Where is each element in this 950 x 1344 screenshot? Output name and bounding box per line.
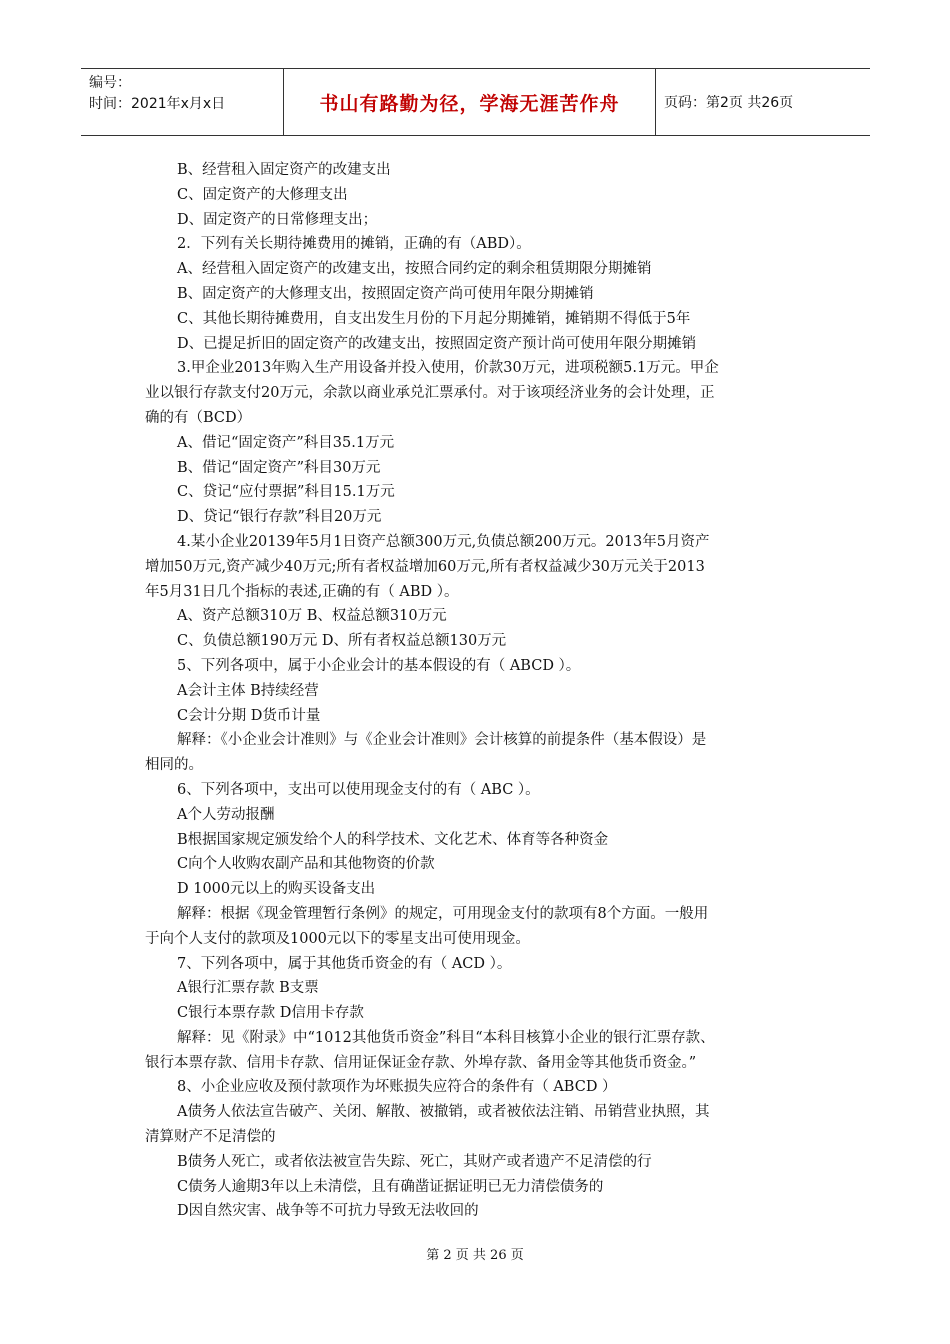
header-motto: 书山有路勤为径，学海无涯苦作舟 — [283, 69, 656, 135]
text-line: 业以银行存款支付20万元，余款以商业承兑汇票承付。对于该项经济业务的会计处理，正 — [145, 385, 715, 402]
document-body — [145, 158, 815, 1224]
text-line: 解释：《小企业会计准则》与《企业会计准则》会计核算的前提条件（基本假设）是 — [177, 732, 707, 749]
text-line: C、贷记“应付票据”科目15.1万元 — [177, 484, 395, 501]
text-line: C会计分期 D货币计量 — [177, 707, 321, 724]
page-footer: 第 2 页 共 26 页 — [426, 1248, 524, 1263]
text-line: 7、下列各项中，属于其他货币资金的有（ ACD ）。 — [177, 955, 512, 972]
text-line: 增加50万元,资产减少40万元;所有者权益增加60万元,所有者权益减少30万元关于2013 — [145, 558, 705, 575]
text-line: D因自然灾害、战争等不可抗力导致无法收回的 — [177, 1203, 479, 1220]
text-line: 2．下列有关长期待摊费用的摊销，正确的有（ABD）。 — [177, 236, 531, 253]
text-line: 清算财产不足清偿的 — [145, 1129, 276, 1146]
header-meta — [81, 69, 283, 135]
text-line: C银行本票存款 D信用卡存款 — [177, 1005, 364, 1022]
text-line: A银行汇票存款 B支票 — [177, 980, 319, 997]
text-line: A、经营租入固定资产的改建支出，按照合同约定的剩余租赁期限分期摊销 — [177, 261, 652, 278]
text-line: B债务人死亡，或者依法被宣告失踪、死亡，其财产或者遗产不足清偿的行 — [177, 1153, 652, 1170]
text-line: A债务人依法宣告破产、关闭、解散、被撤销，或者被依法注销、吊销营业执照，其 — [177, 1104, 710, 1121]
text-line: C债务人逾期3年以上未清偿，且有确凿证据证明已无力清偿债务的 — [177, 1178, 604, 1195]
text-line: D、固定资产的日常修理支出； — [177, 211, 378, 228]
text-line: A、借记“固定资产”科目35.1万元 — [177, 434, 395, 451]
text-line: 银行本票存款、信用卡存款、信用证保证金存款、外埠存款、备用金等其他货币资金。” — [145, 1054, 697, 1071]
text-line: 年5月31日几个指标的表述,正确的有（ ABD ）。 — [145, 583, 459, 600]
text-line: 5、下列各项中，属于小企业会计的基本假设的有（ ABCD ）。 — [177, 657, 581, 674]
text-line: B、借记“固定资产”科目30万元 — [177, 459, 381, 476]
text-line: 3.甲企业2013年购入生产用设备并投入使用，价款30万元，进项税额5.1万元。甲企 — [177, 360, 719, 377]
text-line: D、已提足折旧的固定资产的改建支出，按照固定资产预计尚可使用年限分期摊销 — [177, 335, 697, 352]
text-line: 4.某小企业20139年5月1日资产总额300万元,负债总额200万元。2013年5月资产 — [177, 533, 710, 550]
text-line: 确的有（BCD） — [145, 409, 252, 426]
text-line: B、经营租入固定资产的改建支出 — [177, 162, 391, 178]
text-line: C、负债总额190万元 D、所有者权益总额130万元 — [177, 633, 507, 650]
text-line: A会计主体 B持续经营 — [177, 682, 319, 699]
text-line: 6、下列各项中，支出可以使用现金支付的有（ ABC ）。 — [177, 781, 540, 798]
text-line: C、固定资产的大修理支出 — [177, 186, 348, 203]
header-page-number: 页码：第2页 共26页 — [664, 95, 794, 111]
page-header — [81, 68, 870, 136]
text-line: 于向个人支付的款项及1000元以下的零星支出可使用现金。 — [145, 930, 530, 947]
text-line: C、其他长期待摊费用，自支出发生月份的下月起分期摊销，摊销期不得低于5年 — [177, 310, 691, 327]
text-line: 解释：根据《现金管理暂行条例》的规定，可用现金支付的款项有8个方面。一般用 — [177, 905, 709, 922]
header-number: 编号： — [89, 75, 131, 91]
text-line: A个人劳动报酬 — [177, 806, 275, 823]
header-time: 时间：2021年x月x日 — [89, 96, 226, 112]
text-line: B、固定资产的大修理支出，按照固定资产尚可使用年限分期摊销 — [177, 285, 594, 302]
text-line: 解释：见《附录》中“1012其他货币资金”科目“本科目核算小企业的银行汇票存款、 — [177, 1029, 715, 1046]
text-line: 8、小企业应收及预付款项作为坏账损失应符合的条件有（ ABCD ） — [177, 1079, 617, 1096]
text-line: B根据国家规定颁发给个人的科学技术、文化艺术、体育等各种资金 — [177, 831, 609, 848]
text-line: 相同的。 — [145, 757, 203, 774]
text-line: C向个人收购农副产品和其他物资的价款 — [177, 856, 435, 873]
text-line: D、贷记“银行存款”科目20万元 — [177, 509, 382, 526]
text-line: D 1000元以上的购买设备支出 — [177, 881, 376, 898]
text-line: A、资产总额310万 B、权益总额310万元 — [177, 608, 447, 625]
